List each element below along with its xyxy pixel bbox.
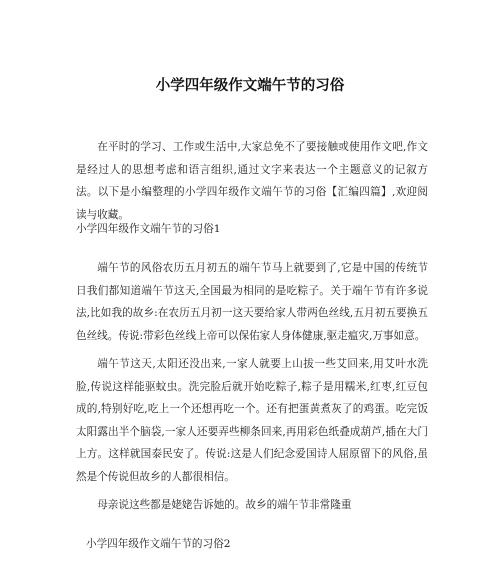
section-heading-1: 小学四年级作文端午节的习俗1	[76, 223, 221, 235]
document-title: 小学四年级作文端午节的习俗	[155, 78, 345, 94]
body-paragraph-2: 端午节这天,太阳还没出来,一家人就要上山拔一些艾回来,用艾叶水洗脸,传说这样能驱蚊虫。洗完脸后就开始吃粽子,粽子是用糯米,红枣,红豆包成的,特别好吃,吃上一个还想再吃一个。还有把蛋黄煮灰了的鸡蛋。吃完饭太阳露出半个脑袋,一家人还要弄些柳条回来,再用彩色纸叠成葫芦,插在大门上方。这样就国泰民安了。传说:这是人们纪念爱国诗人屈原留下的风俗,虽然是个传说但故乡的人都很相信。	[76, 358, 428, 483]
intro-paragraph: 在平时的学习、工作或生活中,大家总免不了要接触或使用作文吧,作文是经过人的思想考虑和语言组织,通过文字来表达一个主题意义的记叙方法。以下是小编整理的小学四年级作文端午节的习俗【汇编四篇】,欢迎阅读与收藏。	[76, 141, 428, 221]
body-paragraph-1: 端午节的风俗农历五月初五的端午节马上就要到了,它是中国的传统节日我们都知道端午节这天,全国最为相同的是吃粽子。关于端午节有许多说法,比如我的故乡:在农历五月初一这天要给家人带两色丝线,五月初五要换五色丝线。传说:带彩色丝线上帝可以保佑家人身体健康,驱走瘟灾,万事如意。	[76, 262, 428, 342]
section-heading-2: 小学四年级作文端午节的习俗2	[86, 538, 231, 550]
body-paragraph-3: 母亲说这些都是姥姥告诉她的。故乡的端午节非常隆重	[97, 499, 352, 511]
